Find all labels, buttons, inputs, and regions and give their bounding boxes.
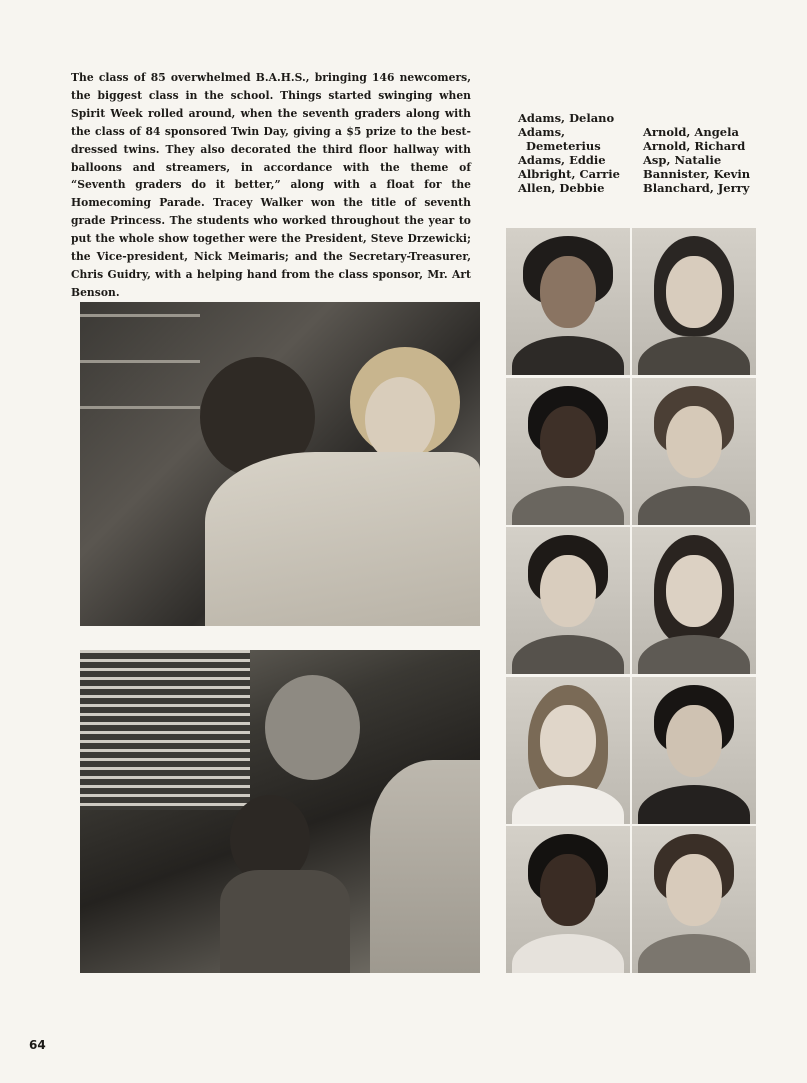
portrait-shoulders xyxy=(512,635,624,674)
student-portrait xyxy=(506,527,630,674)
student-name: Asp, Natalie xyxy=(643,153,722,167)
portrait-face xyxy=(540,256,596,328)
student-names-left xyxy=(518,111,620,195)
window-blinds xyxy=(80,650,250,810)
portrait-shoulders xyxy=(638,785,750,824)
student-portrait xyxy=(506,677,630,824)
portrait-face xyxy=(666,406,722,478)
student-name: Demeterius xyxy=(526,139,601,153)
student-names-right xyxy=(643,125,750,195)
student-name: Bannister, Kevin xyxy=(643,167,751,181)
student-name: Arnold, Angela xyxy=(643,125,739,139)
portrait-shoulders xyxy=(512,336,624,375)
portrait-shoulders xyxy=(638,635,750,674)
student-name: Allen, Debbie xyxy=(518,181,605,195)
student-name: Adams, Eddie xyxy=(518,153,606,167)
portrait-shoulders xyxy=(638,934,750,973)
student-portrait xyxy=(632,378,756,525)
portrait-shoulders xyxy=(638,486,750,525)
student-portrait xyxy=(506,378,630,525)
portrait-shoulders xyxy=(512,785,624,824)
portrait-shoulders xyxy=(638,336,750,375)
student-name: Adams, Delano xyxy=(518,111,615,125)
class-intro-paragraph: The class of 85 overwhelmed B.A.H.S., bringing 146 newcomers, the biggest class in the school. Things started swinging when Spirit Week rolled around, when the seventh graders along with the class of 84 sponsored Twin Day, giving a $5 prize to the best-dressed twins. They also decorated the third floor hallway with balloons and streamers, in accordance with the theme of “Seventh graders do it better,” along with a float for the Homecoming Parade. Tracey Walker won the title of seventh grade Princess. The students who worked throughout the year to put the whole show together were the President, Steve Drzewicki; the Vice-president, Nick Meimaris; and the Secretary-Treasurer, Chris Guidry, with a helping hand from the class sponsor, Mr. Art Benson. xyxy=(71,71,471,299)
portrait-face xyxy=(540,406,596,478)
blanket xyxy=(205,452,480,626)
student-portrait xyxy=(632,826,756,973)
page-number: 64 xyxy=(29,1038,46,1052)
student-name: Adams, xyxy=(518,125,566,139)
portrait-face xyxy=(666,555,722,627)
stair-rail xyxy=(80,314,200,317)
student-portrait xyxy=(506,228,630,375)
student-portrait xyxy=(632,527,756,674)
portrait-face xyxy=(666,705,722,777)
portrait-face xyxy=(540,705,596,777)
portrait-face xyxy=(540,555,596,627)
student-name: Arnold, Richard xyxy=(643,139,746,153)
portrait-face xyxy=(666,256,722,328)
portrait-face xyxy=(540,854,596,926)
portrait-shoulders xyxy=(512,486,624,525)
student-name: Albright, Carrie xyxy=(518,167,620,181)
portrait-face xyxy=(666,854,722,926)
teacher-sweater xyxy=(370,760,480,973)
student-portrait xyxy=(506,826,630,973)
teacher-head xyxy=(265,675,360,780)
student-name: Blanchard, Jerry xyxy=(643,181,750,195)
portrait-shoulders xyxy=(512,934,624,973)
stair-rail xyxy=(80,406,200,409)
student-portrait xyxy=(632,228,756,375)
student-face xyxy=(365,377,435,462)
student-shirt xyxy=(220,870,350,973)
stair-rail xyxy=(80,360,200,363)
candid-photo-students-blanket xyxy=(80,302,480,626)
candid-photo-class-sponsor xyxy=(80,650,480,973)
student-portrait xyxy=(632,677,756,824)
